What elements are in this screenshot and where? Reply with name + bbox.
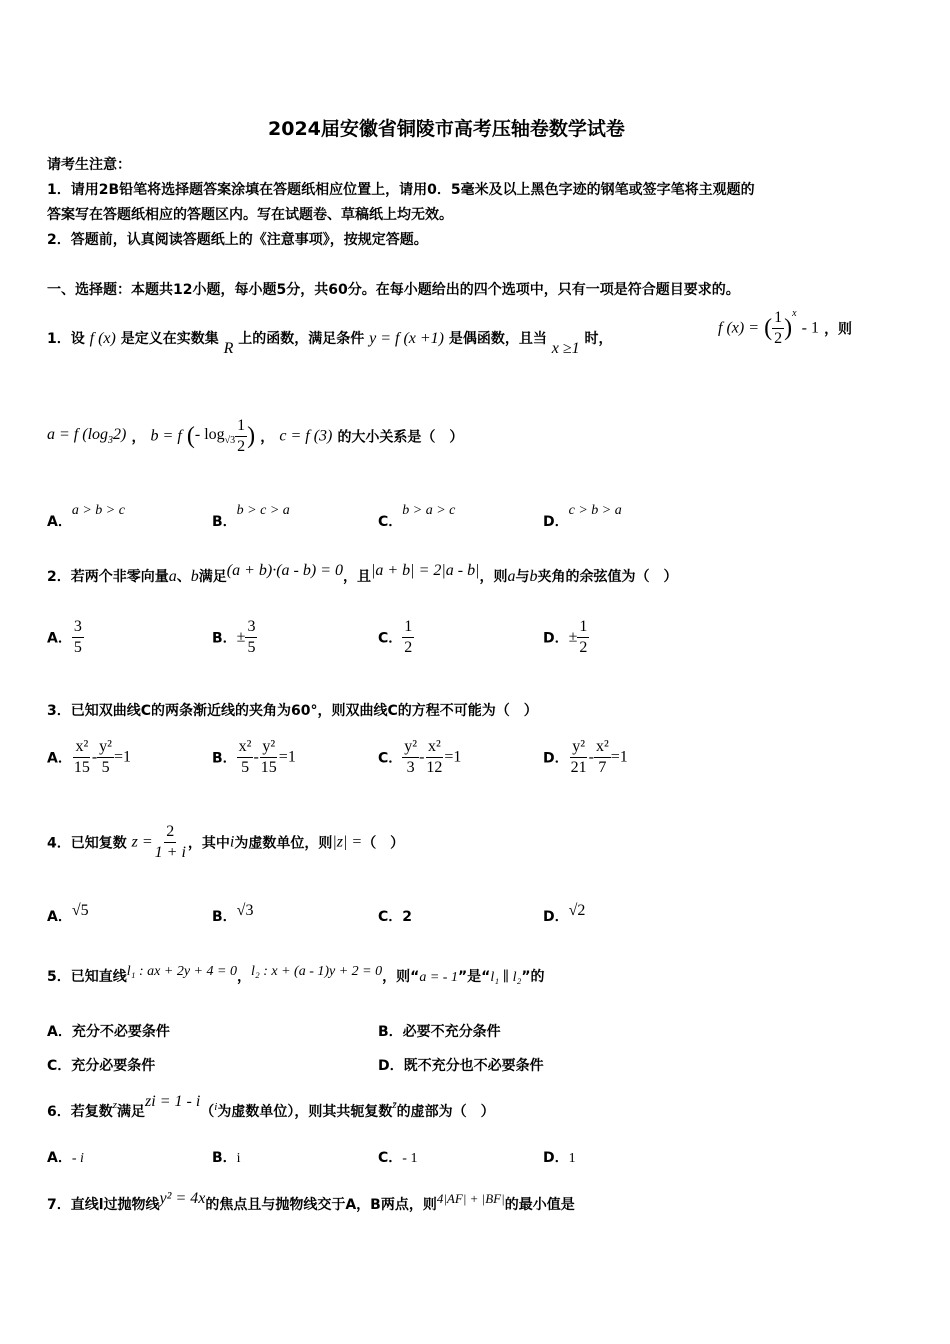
q7-eq: y² = 4x [159,1190,206,1207]
q1-comma-1: ， [131,429,146,446]
q1-t7: 的大小关系是（ ） [337,429,464,446]
q2-option-a: A． $\frac{3}{5}$ [47,618,82,656]
q6-t4: 为虚数单位），则其共轭复数 [217,1104,393,1120]
q3-option-c: C． $\frac{\text{y²}}{3}$ - $\frac{\text{x²}}{12}$ =1 [378,738,462,776]
q2-sep: 、 [176,569,191,585]
q2-b: b [190,568,199,585]
q1-paren-open: ( [764,315,773,341]
q2-cond: (a + b)·(a - b) = 0 [226,562,343,579]
q5-option-a: A．充分不必要条件 [47,1024,170,1040]
q1-t6: ，则 [824,321,853,338]
q2-t6: 夹角的余弦值为（ ） [537,569,678,585]
q1-b-paren-close: ) [247,423,256,449]
q5-aeq: a = - 1 [419,970,458,985]
q7-t2: 的焦点且与抛物线交于A，B两点，则 [205,1197,437,1213]
q6-option-d: D．1 [543,1150,576,1166]
q2-option-d: D．± $\frac{1}{2}$ [543,618,588,656]
q1-option-c: C．b > a > c [378,503,456,530]
q5-stem [47,966,545,986]
q2-stem [47,562,678,586]
q1-comma-2: ， [260,429,275,446]
q5-comma: ， [236,969,251,985]
q6-option-a: A．- i [47,1150,84,1166]
q1-b-paren-open: ( [186,423,195,449]
q5-option-d: D．既不充分也不必要条件 [378,1058,544,1074]
q6-t5: 的虚部为（ ） [396,1104,495,1120]
q7-expr: 4|AF| + |BF| [436,1191,505,1206]
q1-t1: 1．设 [47,331,85,347]
q6-option-c: C．- 1 [378,1150,418,1166]
q4-frac: $\frac{2}{1 + i}$ [154,823,186,861]
q1-line2 [47,416,463,457]
q3-option-b: B． $\frac{\text{x²}}{5}$ - $\frac{\text{y²}}{15}$ =1 [212,738,296,776]
q5-option-b: B．必要不充分条件 [378,1024,501,1040]
q1-option-a: A．a > b > c [47,503,125,530]
q3-option-d: D． $\frac{\text{y²}}{21}$ - $\frac{\text{x²}}{7}$ =1 [543,738,628,776]
q1-paren-close: ) [784,315,793,341]
q2-b2: b [529,568,538,585]
q1-option-d: D．c > b > a [543,503,622,530]
q6-t1: 6．若复数 [47,1104,113,1120]
q1-exp: x [792,308,797,319]
q6-stem [47,1093,495,1121]
q1-t3: 上的函数，满足条件 [238,331,365,347]
q6-eq: zi = 1 - i [145,1093,201,1110]
q1-cond: y = f (x +1) [369,330,445,347]
q2-option-c: C． $\frac{1}{2}$ [378,618,413,656]
q5-par: l₁ ∥ l₂ [490,970,522,985]
q1-fx: f (x) [89,330,116,347]
q3-option-a: A． $\frac{\text{x²}}{15}$ - $\frac{\text{y²}}{5}$ =1 [47,738,131,776]
q1-b-inner: - $\log_{√3}$ [194,426,236,447]
q2-t1: 2．若两个非零向量 [47,569,169,585]
q6-t2: 满足 [117,1104,146,1120]
q4-t3: 为虚数单位，则 [234,835,333,852]
q1-b-expr: b = f [150,427,182,445]
q1-b-frac: $\frac{1}{2}$ [237,417,246,455]
q4-t1: 4．已知复数 [47,835,127,852]
q1-option-b: B．b > c > a [212,503,290,530]
q7-t1: 7．直线l过抛物线 [47,1197,160,1213]
q4-absz: |z| = [332,833,363,851]
q4-option-c: C．2 [378,909,413,925]
q1-t4: 是偶函数，且当 [448,331,547,347]
q5-t2: ，则“ [382,969,420,985]
q4-i: i [229,833,235,851]
notice-line-1: 1．请用2B铅笔将选择题答案涂填在答题纸相应位置上，请用0．5毫米及以上黑色字迹的钢笔或签字笔将主观题的 [47,182,755,198]
q5-option-c: C．充分必要条件 [47,1058,156,1074]
q4-stem [47,822,404,863]
section-heading: 一、选择题：本题共12小题，每小题5分，共60分。在每小题给出的四个选项中，只有一项是符合题目要求的。 [47,282,740,298]
q1-stem [47,328,613,357]
q1-fdef-lhs: f (x) = [718,319,759,337]
q6-z: z [112,1099,118,1111]
q1-t5: 时， [584,331,613,347]
q6-t3: （ [200,1104,215,1120]
q1-xge: x ≥1 [551,340,580,357]
q5-l2: l₂ : x + (a - 1)y + 2 = 0 [250,964,383,979]
q5-t4: ”的 [521,969,545,985]
q5-t1: 5．已知直线 [47,969,127,985]
q4-t4: （ ） [362,835,405,852]
q2-a: a [168,568,177,585]
q2-a2: a [507,568,516,585]
q2-t2: 满足 [198,569,227,585]
q3-stem: 3．已知双曲线C的两条渐近线的夹角为60°，则双曲线C的方程不可能为（ ） [47,703,538,719]
q1-minus1: - 1 [801,319,819,337]
q2-cond2: |a + b| = 2|a - b| [370,562,480,579]
q5-t3: ”是“ [457,969,491,985]
q2-t3: ，且 [342,569,371,585]
notice-line-3: 2．答题前，认真阅读答题纸上的《注意事项》，按规定答题。 [47,232,428,248]
q7-stem [47,1190,575,1214]
q4-option-d: D．√2 [543,902,586,925]
q1-half: $\frac{1}{2}$ [774,309,783,347]
q1-fdef [718,308,852,349]
notice-heading: 请考生注意： [47,157,131,173]
page-title: 2024届安徽省铜陵市高考压轴卷数学试卷 [268,118,625,140]
q6-i: i [214,1101,218,1113]
q5-l1: l₁ : ax + 2y + 4 = 0 [126,964,237,979]
q1-t2: 是定义在实数集 [120,331,219,347]
q1-c-expr: c = f (3) [279,427,333,445]
q2-t5: 与 [515,569,530,585]
q6-option-b: B．i [212,1150,241,1166]
q1-a-expr: a = f $(\log_32)$ [47,426,127,447]
q4-t2: ，其中 [187,835,230,852]
notice-line-2: 答案写在答题纸相应的答题区内。写在试题卷、草稿纸上均无效。 [47,207,453,223]
q1-R: R [223,340,234,357]
q2-t4: ，则 [479,569,508,585]
q4-option-b: B．√3 [212,902,254,925]
q7-t3: 的最小值是 [504,1197,575,1213]
q4-z-lhs: z = [131,833,153,851]
q4-option-a: A．√5 [47,902,89,925]
q6-zbar: z̄ [392,1099,397,1111]
q2-option-b: B．± $\frac{3}{5}$ [212,618,256,656]
